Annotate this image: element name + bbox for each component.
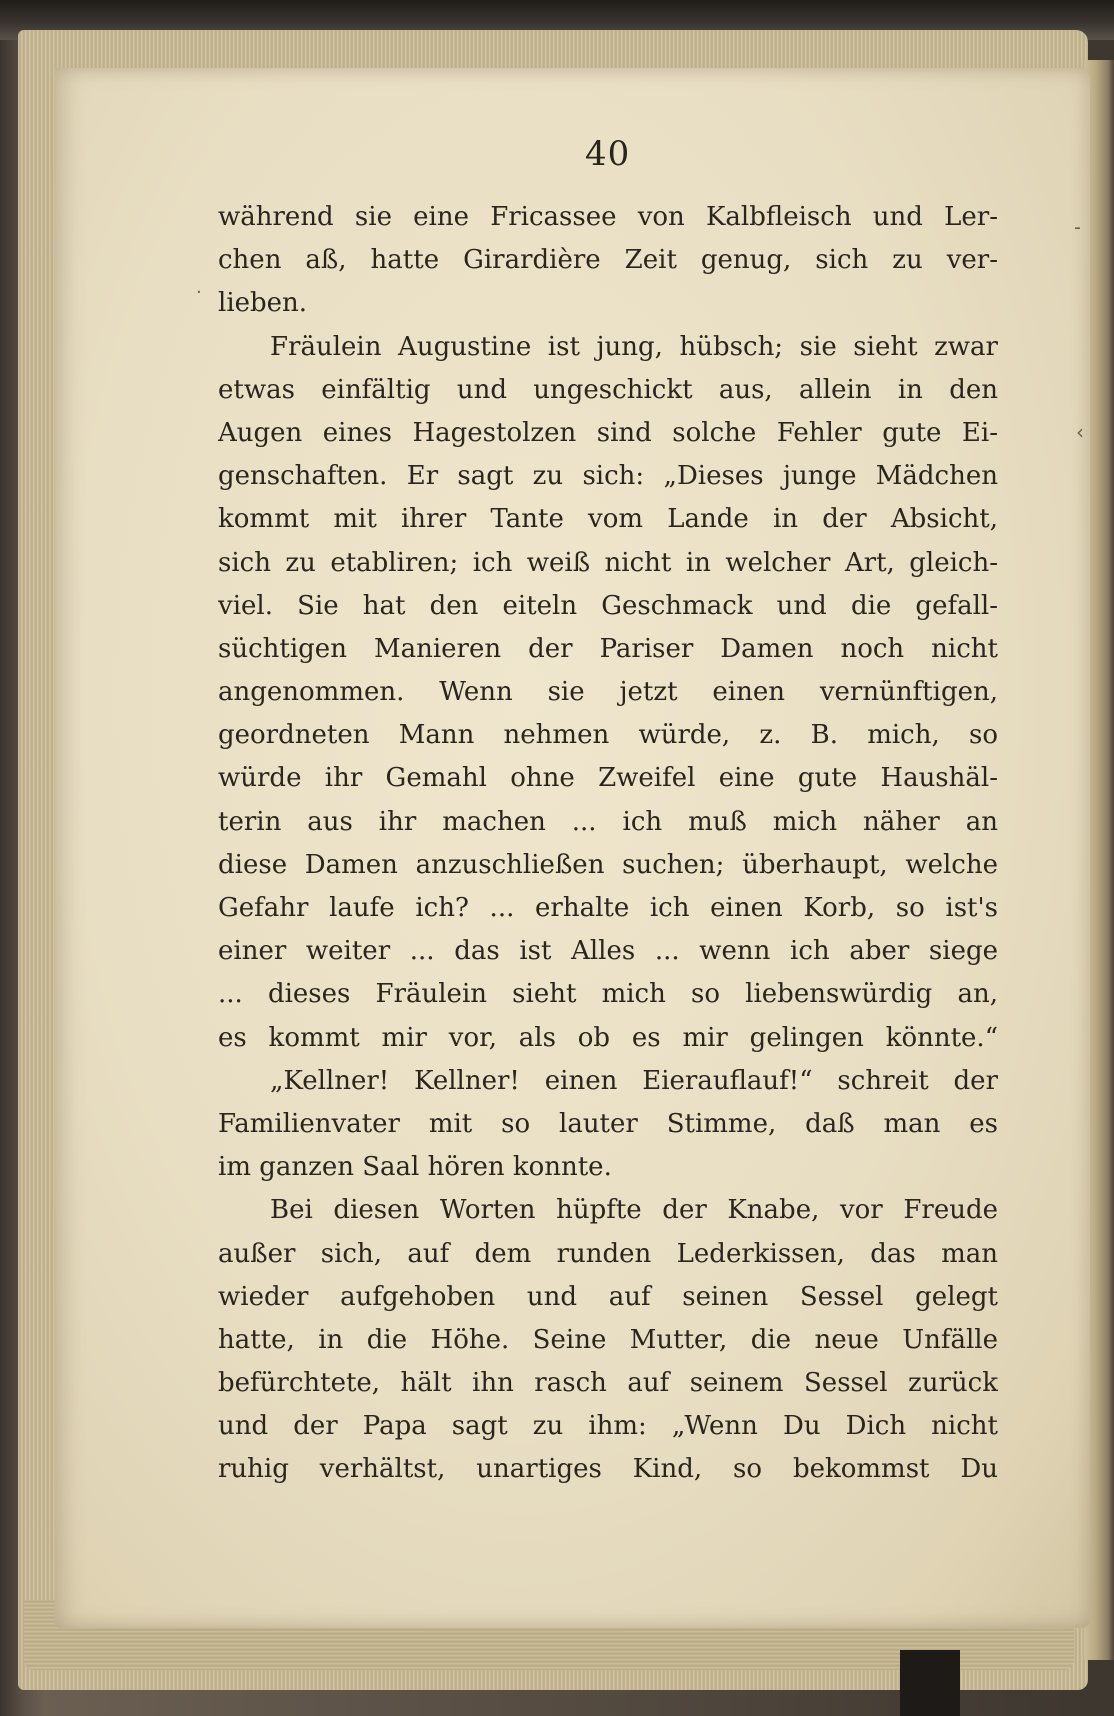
margin-mark: ‹ xyxy=(1076,420,1084,444)
text-line: „Kellner! Kellner! einen Eierauflauf!“ schreit der xyxy=(270,1065,998,1096)
text-line: befürchtete, hält ihn rasch auf seinem Sessel zurück xyxy=(218,1368,998,1399)
text-line: terin aus ihr machen ... ich muß mich näher an xyxy=(218,806,998,837)
text-line: hatte, in die Höhe. Seine Mutter, die neue Unfälle xyxy=(218,1324,998,1355)
text-line: angenommen. Wenn sie jetzt einen vernünftigen, xyxy=(218,677,998,708)
page-number: 40 xyxy=(585,134,631,174)
text-line: sich zu etabliren; ich weiß nicht in welcher Art, gleich- xyxy=(218,547,998,578)
text-line: Bei diesen Worten hüpfte der Knabe, vor Freude xyxy=(270,1195,998,1226)
text-line: ... dieses Fräulein sieht mich so liebenswürdig an, xyxy=(218,979,998,1010)
text-line: wieder aufgehoben und auf seinen Sessel gelegt xyxy=(218,1281,998,1312)
text-line: Gefahr laufe ich? ... erhalte ich einen Korb, so ist's xyxy=(218,893,998,923)
text-line: es kommt mir vor, als ob es mir gelingen könnte.“ xyxy=(218,1022,998,1053)
text-line: Familienvater mit so lauter Stimme, daß man es xyxy=(218,1108,998,1139)
text-line: außer sich, auf dem runden Lederkissen, das man xyxy=(218,1238,998,1269)
margin-mark: ˗ xyxy=(1074,215,1081,240)
text-line: Augen eines Hagestolzen sind solche Fehler gute Ei- xyxy=(218,417,998,448)
text-line: während sie eine Fricassee von Kalbfleisch und Ler- xyxy=(218,202,998,232)
text-line: viel. Sie hat den eiteln Geschmack und die gefall- xyxy=(218,590,998,621)
margin-mark: · xyxy=(196,282,202,303)
text-line: süchtigen Manieren der Pariser Damen noch nicht xyxy=(218,633,998,664)
text-line: genschaften. Er sagt zu sich: „Dieses junge Mädchen xyxy=(218,461,998,492)
text-line: einer weiter ... das ist Alles ... wenn ich aber siege xyxy=(218,936,998,967)
bookmark-ribbon xyxy=(900,1650,960,1716)
text-line: und der Papa sagt zu ihm: „Wenn Du Dich nicht xyxy=(218,1411,998,1442)
text-line: geordneten Mann nehmen würde, z. B. mich, so xyxy=(218,720,998,751)
text-line: kommt mit ihrer Tante vom Lande in der Absicht, xyxy=(218,504,998,535)
text-line: würde ihr Gemahl ohne Zweifel eine gute Haushäl- xyxy=(218,763,998,794)
text-line: chen aß, hatte Girardière Zeit genug, sich zu ver- xyxy=(218,245,998,276)
text-line: ruhig verhältst, unartiges Kind, so bekommst Du xyxy=(218,1454,998,1485)
text-line: lieben. xyxy=(218,288,308,319)
text-line: diese Damen anzuschließen suchen; überhaupt, welche xyxy=(218,849,998,880)
text-line: etwas einfältig und ungeschickt aus, allein in den xyxy=(218,374,998,405)
body-text xyxy=(218,196,998,1492)
text-line: im ganzen Saal hören konnte. xyxy=(218,1152,612,1183)
text-line: Fräulein Augustine ist jung, hübsch; sie sieht zwar xyxy=(270,331,998,362)
